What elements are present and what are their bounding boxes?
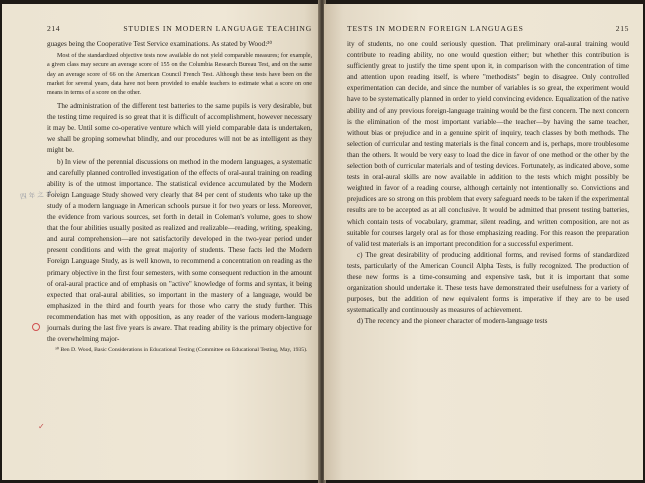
right-page-number: 215 bbox=[615, 24, 629, 33]
block-quote: Most of the standardized objective tests now available do not yield comparable measures; for example, a given class may secure an average score of 155 on the Columbia Research Bureau Test, and on the same day an average score of 66 on the American Council French Test. Although these tests have been on the market for several years, data have not been provided to enable teachers to estimate what a score on one means in terms of a score on the other. bbox=[47, 53, 312, 96]
left-running-head bbox=[47, 24, 312, 33]
handwritten-margin-note: 四 年 之 才 / bbox=[19, 189, 57, 201]
margin-check-mark: ✓ bbox=[38, 422, 45, 431]
admin-paragraph: The administration of the different test batteries to the same pupils is very desirable, but the testing time required is so great that it is difficult of accomplishment, however necessary it may be. Until some co-operative venture which will yield comparable data is undertaken, we shall be groping somewhat blindly, and our procedures will not be as intelligent as they might be. bbox=[47, 102, 312, 155]
margin-circle-mark bbox=[32, 323, 40, 331]
left-page-number: 214 bbox=[47, 24, 61, 33]
right-page bbox=[324, 4, 643, 480]
footnote: ³⁰ Ben D. Wood, Basic Considerations in Educational Testing (Committee on Educational Testing, May, 1935). bbox=[55, 347, 308, 354]
left-running-title: STUDIES IN MODERN LANGUAGE TEACHING bbox=[123, 24, 312, 33]
right-continued-paragraph: ity of students, no one could seriously question. That preliminary oral-aural training would contribute to reading ability, no one would question either; but whether this contribution is sufficiently great to justify the time spent upon it, in comparison with the concentration of time and attention upon reading itself, is where "methodists" begin to disagree. Only controlled experimentation can decide, and since the number of variables is so great, the experiment would have to be systematically planned in order to yield convincing evidence. Equalization of the native ability and of any previous foreign-language training would be the first concern. The next concern is the elimination of the most important variable—the teacher—by having the same teacher, without bias or prejudice and in a genuine spirit of inquiry, teach classes by both methods. The selection of curricular and testing materials is the final concern and is, perhaps, more troublesome than the others. It would be very easy to load the dice in favor of one method or the other by the selection both of curricular materials and of testing devices. Fortunately, as indicated above, some tests in oral-aural skills are now available in addition to the tests which might possibly be weighted in favor of a reading course, although certainly not intentionally so. Convictions and prejudices are so strong on this problem that every safeguard needs to be taken if the experimental results are to be accepted as at all conclusive. It would be admitted that present testing batteries, which contain tests of vocabulary, grammar, silent reading, and written composition, are not as suitable for courses largely oral as for those emphasizing reading. For this reason the preparation of valid test materials is an important precondition for a successful experiment. bbox=[347, 40, 629, 248]
paragraph-d: d) The recency and the pioneer character of modern-language tests bbox=[357, 317, 548, 326]
right-running-head bbox=[347, 24, 629, 33]
right-running-title: TESTS IN MODERN FOREIGN LANGUAGES bbox=[347, 24, 524, 33]
paragraph-c: c) The great desirability of producing additional forms, and revised forms of standardized tests, particularly of the American Council Alpha Tests, is fully recognized. The production of these new forms is a time-consuming and expensive task, but it is important that some organization should undertake it. These tests have demonstrated their usefulness for a variety of purposes, but the addition of new equivalent forms is imperative if they are to be used systematically and continuously as measures of achievement. bbox=[347, 250, 629, 315]
left-page bbox=[2, 4, 320, 480]
left-intro-paragraph: guages being the Cooperative Test Service examinations. As stated by Wood:³⁰ bbox=[47, 40, 273, 48]
paragraph-b: b) In view of the perennial discussions on method in the modern languages, a systematic and carefully planned controlled investigation of the effects of oral-aural training on reading ability is of the utmost importance. The statistical evidence accumulated by the Modern Foreign Language Study showed very clearly that 84 per cent of students who take up the study of a modern language in American schools pursue it for two years or less. Moreover, the evidence from various sources, set forth in detail in Coleman's volume, goes to show that the four abilities usually posited as realized and realizable—reading, writing, speaking, and aural comprehension—are not satisfactorily developed in the two-year period under present conditions and with the great majority of students. These facts led the Modern Foreign Language Study, as is well known, to recommend a concentration on reading as the primary objective in the first four semesters, with some consequent reduction in the amount of oral-aural practice and of emphasis on "active" knowledge of forms and syntax, it being expected that oral-aural abilities, so important in the mastery of a language, would be emphasized in the third and fourth years for those who carry the study further. This recommendation has met with opposition, as any reader of the various modern-language journals during the last five years is aware. That reading ability is the primary objective for the overwhelming major- bbox=[47, 157, 312, 344]
